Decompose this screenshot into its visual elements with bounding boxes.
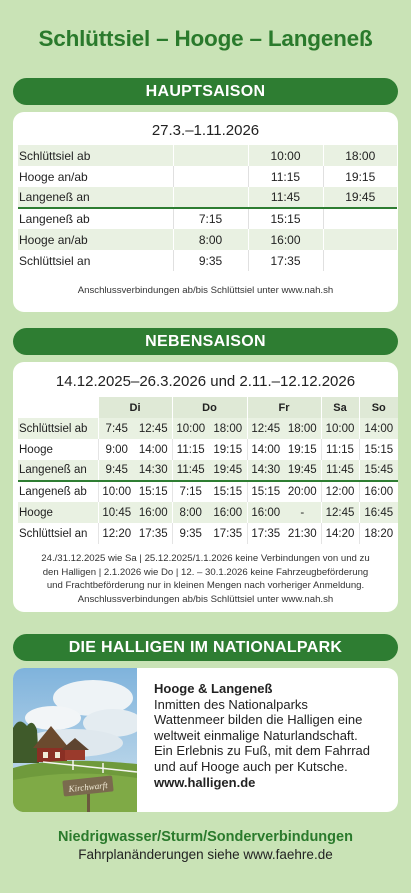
- time-cell: 14:20: [321, 523, 359, 544]
- nationalpark-card: [13, 668, 398, 812]
- table-row: [18, 145, 397, 166]
- time-cell: 16:00: [135, 502, 172, 523]
- time-cell: 9:35: [172, 523, 209, 544]
- time-cell: 14:30: [247, 460, 284, 481]
- hallig-photo: [13, 668, 137, 812]
- stop-label: Langeneß an: [18, 460, 98, 481]
- time-cell: 14:00: [135, 439, 172, 460]
- time-cell: 7:15: [173, 208, 248, 229]
- time-cell: 10:00: [248, 145, 323, 166]
- time-cell: 11:15: [172, 439, 209, 460]
- time-cell: [323, 208, 397, 229]
- stop-label: Schlüttsiel ab: [18, 145, 173, 166]
- hauptsaison-date-range: 27.3.–1.11.2026: [151, 122, 260, 139]
- nebensaison-date-range: 14.12.2025–26.3.2026 und 2.11.–12.12.2026: [55, 373, 356, 390]
- text-line: und auf Hooge auch per Kutsche.: [154, 758, 348, 774]
- day-header-di: Di: [98, 397, 172, 418]
- time-cell: 14:00: [247, 439, 284, 460]
- time-cell: 20:00: [284, 481, 321, 502]
- text-line: Ein Erlebnis zu Fuß, mit dem Fahrrad: [154, 743, 371, 759]
- nationalpark-text: [154, 681, 394, 790]
- time-cell: 12:45: [321, 502, 359, 523]
- time-cell: 19:45: [323, 187, 397, 208]
- time-cell: 18:00: [323, 145, 397, 166]
- time-cell: 11:45: [172, 460, 209, 481]
- stop-label: Langeneß an: [18, 187, 173, 208]
- sign-text: Kirchwarft: [68, 779, 109, 795]
- stop-label: Schlüttsiel ab: [18, 418, 98, 439]
- time-cell: 16:00: [247, 502, 284, 523]
- time-cell: 10:00: [321, 418, 359, 439]
- nationalpark-banner: DIE HALLIGEN IM NATIONALPARK: [13, 634, 398, 661]
- stop-label: Schlüttsiel an: [18, 523, 98, 544]
- time-cell: 15:15: [247, 481, 284, 502]
- stop-label: Langeneß ab: [18, 481, 98, 502]
- stop-label: Hooge: [18, 439, 98, 460]
- stop-label: Langeneß ab: [18, 208, 173, 229]
- time-cell: 9:00: [98, 439, 135, 460]
- table-row: [18, 250, 397, 271]
- footer-heading: Niedrigwasser/Sturm/Sonderverbindungen: [58, 829, 353, 845]
- time-cell: 12:45: [135, 418, 172, 439]
- time-cell: 10:00: [98, 481, 135, 502]
- time-cell: 16:00: [209, 502, 247, 523]
- time-cell: 15:15: [359, 439, 398, 460]
- note-line: den Halligen | 2.1.2026 wie Do | 12. – 30.1.2026 keine Fahrzeugbeförderung: [42, 566, 369, 578]
- time-cell: 12:00: [321, 481, 359, 502]
- stop-label: Hooge: [18, 502, 98, 523]
- time-cell: 15:15: [135, 481, 172, 502]
- note-line: Anschlussverbindungen ab/bis Schlüttsiel unter www.nah.sh: [77, 593, 334, 605]
- text-line: Wattenmeer bilden die Halligen eine: [154, 712, 363, 728]
- time-cell: 18:00: [209, 418, 247, 439]
- time-cell: 17:35: [135, 523, 172, 544]
- time-cell: 17:35: [248, 250, 323, 271]
- time-cell: 8:00: [173, 229, 248, 250]
- time-cell: 19:15: [284, 439, 321, 460]
- time-cell: [173, 145, 248, 166]
- page-title: Schlüttsiel – Hooge – Langeneß: [38, 26, 373, 51]
- nationalpark-heading: Hooge & Langeneß: [154, 681, 273, 696]
- table-row: [18, 481, 398, 502]
- nebensaison-table: [18, 397, 398, 544]
- day-header-fr: Fr: [247, 397, 321, 418]
- table-row: [18, 166, 397, 187]
- hauptsaison-card: [13, 112, 398, 312]
- time-cell: 16:45: [359, 502, 398, 523]
- time-cell: 15:15: [209, 481, 247, 502]
- time-cell: 19:15: [323, 166, 397, 187]
- time-cell: 14:30: [135, 460, 172, 481]
- time-cell: [323, 250, 397, 271]
- time-cell: 11:45: [321, 460, 359, 481]
- hauptsaison-banner: HAUPTSAISON: [13, 78, 398, 105]
- time-cell: 10:00: [172, 418, 209, 439]
- time-cell: -: [284, 502, 321, 523]
- time-cell: 7:45: [98, 418, 135, 439]
- time-cell: 15:45: [359, 460, 398, 481]
- time-cell: 17:35: [247, 523, 284, 544]
- day-header-do: Do: [172, 397, 247, 418]
- text-line: weltweit einmalige Naturlandschaft.: [154, 727, 358, 743]
- table-row: [18, 229, 397, 250]
- time-cell: [173, 166, 248, 187]
- note-line: 24./31.12.2025 wie Sa | 25.12.2025/1.1.2026 keine Verbindungen von und zu: [41, 553, 370, 564]
- time-cell: 9:35: [173, 250, 248, 271]
- time-cell: 16:00: [359, 481, 398, 502]
- table-row: [18, 460, 398, 481]
- stop-label: Hooge an/ab: [18, 229, 173, 250]
- time-cell: 7:15: [172, 481, 209, 502]
- time-cell: 18:00: [284, 418, 321, 439]
- hauptsaison-note: Anschlussverbindungen ab/bis Schlüttsiel unter www.nah.sh: [77, 285, 334, 296]
- footer-note: Fahrplanänderungen siehe www.faehre.de: [78, 847, 333, 862]
- time-cell: 15:15: [248, 208, 323, 229]
- time-cell: 11:45: [248, 187, 323, 208]
- text-line: Inmitten des Nationalparks: [154, 696, 308, 712]
- table-row: [18, 502, 398, 523]
- time-cell: 8:00: [172, 502, 209, 523]
- time-cell: 14:00: [359, 418, 398, 439]
- note-line: und Frachtbeförderung nur in kleinen Mengen nach vorheriger Anmeldung.: [46, 580, 365, 591]
- time-cell: 19:15: [209, 439, 247, 460]
- nebensaison-card: [13, 362, 398, 612]
- table-row: [18, 418, 398, 439]
- time-cell: 12:45: [247, 418, 284, 439]
- table-row: [18, 439, 398, 460]
- time-cell: 11:15: [321, 439, 359, 460]
- day-header-so: So: [359, 397, 398, 418]
- nebensaison-banner: NEBENSAISON: [13, 328, 398, 355]
- table-row: [18, 187, 397, 208]
- time-cell: 18:20: [359, 523, 398, 544]
- table-row: [18, 523, 398, 544]
- hauptsaison-table: [18, 145, 397, 271]
- time-cell: 19:45: [284, 460, 321, 481]
- time-cell: 17:35: [209, 523, 247, 544]
- table-row: [18, 208, 397, 229]
- time-cell: 12:20: [98, 523, 135, 544]
- time-cell: 16:00: [248, 229, 323, 250]
- time-cell: 19:45: [209, 460, 247, 481]
- time-cell: 10:45: [98, 502, 135, 523]
- day-header-blank: [18, 397, 98, 418]
- stop-label: Schlüttsiel an: [18, 250, 173, 271]
- day-header-sa: Sa: [321, 397, 359, 418]
- halligen-link[interactable]: www.halligen.de: [154, 774, 256, 790]
- time-cell: [173, 187, 248, 208]
- stop-label: Hooge an/ab: [18, 166, 173, 187]
- nebensaison-note: [13, 552, 398, 606]
- time-cell: 21:30: [284, 523, 321, 544]
- time-cell: 11:15: [248, 166, 323, 187]
- time-cell: 9:45: [98, 460, 135, 481]
- time-cell: [323, 229, 397, 250]
